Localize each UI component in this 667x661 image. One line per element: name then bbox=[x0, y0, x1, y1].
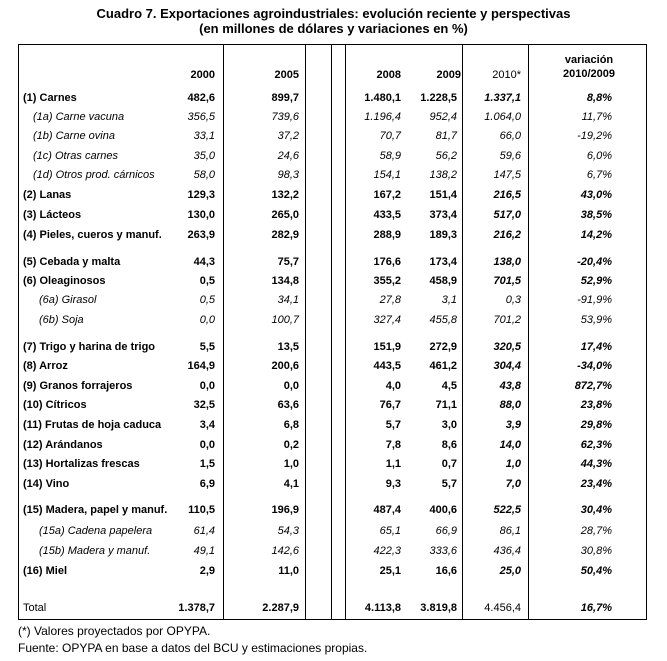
value-cell: 138,2 bbox=[429, 169, 457, 181]
value-cell: 487,4 bbox=[373, 504, 401, 516]
table-row bbox=[19, 206, 646, 225]
value-cell: 65,1 bbox=[379, 525, 401, 537]
value-cell: 27,8 bbox=[379, 294, 401, 306]
value-cell: 66,9 bbox=[435, 525, 457, 537]
table-row bbox=[19, 127, 646, 146]
value-cell: 138,0 bbox=[493, 256, 521, 268]
value-cell: 5,7 bbox=[385, 419, 401, 431]
value-cell: 33,1 bbox=[193, 130, 215, 142]
table-row bbox=[19, 501, 646, 520]
value-cell: 952,4 bbox=[429, 111, 457, 123]
header-year: 2009 bbox=[436, 69, 461, 81]
row-label: (14) Vino bbox=[23, 478, 70, 490]
row-label: (11) Frutas de hoja caduca bbox=[23, 419, 162, 431]
value-cell: 66,0 bbox=[499, 130, 521, 142]
value-cell: 43,8 bbox=[499, 380, 521, 392]
variation-cell: 16,7% bbox=[580, 602, 612, 614]
value-cell: 333,6 bbox=[429, 545, 457, 557]
value-cell: 25,0 bbox=[499, 565, 521, 577]
variation-cell: 8,8% bbox=[586, 92, 612, 104]
table-row bbox=[19, 455, 646, 474]
row-label: (8) Arroz bbox=[23, 360, 68, 372]
value-cell: 422,3 bbox=[373, 545, 401, 557]
value-cell: 200,6 bbox=[271, 360, 299, 372]
value-cell: 3,1 bbox=[441, 294, 457, 306]
table-row bbox=[19, 436, 646, 455]
total-row bbox=[19, 599, 646, 618]
value-cell: 216,2 bbox=[493, 229, 521, 241]
table-row bbox=[19, 253, 646, 272]
value-cell: 522,5 bbox=[493, 504, 521, 516]
row-label: (1c) Otras carnes bbox=[33, 150, 118, 162]
value-cell: 400,6 bbox=[429, 504, 457, 516]
variation-cell: -34,0% bbox=[577, 360, 612, 372]
table-row bbox=[19, 542, 646, 561]
value-cell: 0,0 bbox=[199, 380, 215, 392]
table-row bbox=[19, 108, 646, 127]
variation-cell: 53,9% bbox=[580, 314, 612, 326]
table-row bbox=[19, 338, 646, 357]
header-year: 2000 bbox=[190, 69, 215, 81]
value-cell: 58,0 bbox=[193, 169, 215, 181]
value-cell: 5,5 bbox=[199, 341, 215, 353]
value-cell: 701,2 bbox=[493, 314, 521, 326]
variation-cell: 38,5% bbox=[580, 209, 612, 221]
value-cell: 71,1 bbox=[435, 399, 457, 411]
value-cell: 304,4 bbox=[493, 360, 521, 372]
value-cell: 151,9 bbox=[373, 341, 401, 353]
row-label: (7) Trigo y harina de trigo bbox=[23, 341, 156, 353]
table-row bbox=[19, 147, 646, 166]
variation-cell: 44,3% bbox=[580, 458, 612, 470]
value-cell: 14,0 bbox=[499, 439, 521, 451]
variation-cell: 29,8% bbox=[580, 419, 612, 431]
row-label: Total bbox=[23, 602, 47, 614]
value-cell: 455,8 bbox=[429, 314, 457, 326]
value-cell: 24,6 bbox=[277, 150, 299, 162]
value-cell: 4,1 bbox=[283, 478, 299, 490]
value-cell: 61,4 bbox=[193, 525, 215, 537]
value-cell: 461,2 bbox=[429, 360, 457, 372]
value-cell: 142,6 bbox=[271, 545, 299, 557]
row-label: (2) Lanas bbox=[23, 189, 72, 201]
variation-cell: 43,0% bbox=[580, 189, 612, 201]
value-cell: 59,6 bbox=[499, 150, 521, 162]
variation-cell: 30,8% bbox=[580, 545, 612, 557]
value-cell: 1.378,7 bbox=[178, 602, 215, 614]
footnote-projection: (*) Valores proyectados por OPYPA. bbox=[18, 624, 211, 638]
table-row bbox=[19, 89, 646, 108]
row-label: (16) Miel bbox=[23, 565, 68, 577]
value-cell: 1.064,0 bbox=[484, 111, 521, 123]
variation-cell: 23,4% bbox=[580, 478, 612, 490]
value-cell: 0,2 bbox=[283, 439, 299, 451]
table-title bbox=[0, 6, 667, 36]
row-label: (3) Lácteos bbox=[23, 209, 82, 221]
value-cell: 288,9 bbox=[373, 229, 401, 241]
value-cell: 13,5 bbox=[277, 341, 299, 353]
value-cell: 355,2 bbox=[373, 275, 401, 287]
value-cell: 100,7 bbox=[271, 314, 299, 326]
table-row bbox=[19, 272, 646, 291]
value-cell: 86,1 bbox=[499, 525, 521, 537]
value-cell: 9,3 bbox=[385, 478, 401, 490]
value-cell: 32,5 bbox=[193, 399, 215, 411]
value-cell: 1,0 bbox=[283, 458, 299, 470]
value-cell: 2.287,9 bbox=[262, 602, 299, 614]
value-cell: 3,9 bbox=[505, 419, 521, 431]
value-cell: 129,3 bbox=[187, 189, 215, 201]
variation-cell: 14,2% bbox=[580, 229, 612, 241]
row-label: (12) Arándanos bbox=[23, 439, 103, 451]
value-cell: 132,2 bbox=[271, 189, 299, 201]
row-label: (1a) Carne vacuna bbox=[33, 111, 125, 123]
row-label: (6a) Girasol bbox=[39, 294, 97, 306]
value-cell: 0,0 bbox=[199, 439, 215, 451]
value-cell: 482,6 bbox=[187, 92, 215, 104]
row-label: (6) Oleaginosos bbox=[23, 275, 106, 287]
header-year: 2005 bbox=[274, 69, 299, 81]
variation-header-line-1: variación bbox=[564, 54, 614, 66]
variation-header-line-2: 2010/2009 bbox=[563, 68, 615, 80]
value-cell: 272,9 bbox=[429, 341, 457, 353]
value-cell: 4,0 bbox=[385, 380, 401, 392]
value-cell: 320,5 bbox=[493, 341, 521, 353]
value-cell: 6,9 bbox=[199, 478, 215, 490]
value-cell: 3,4 bbox=[199, 419, 215, 431]
value-cell: 3.819,8 bbox=[420, 602, 457, 614]
value-cell: 34,1 bbox=[277, 294, 299, 306]
variation-cell: 872,7% bbox=[574, 380, 612, 392]
value-cell: 176,6 bbox=[373, 256, 401, 268]
table-row bbox=[19, 291, 646, 310]
value-cell: 265,0 bbox=[271, 209, 299, 221]
table-row bbox=[19, 226, 646, 245]
row-label: (9) Granos forrajeros bbox=[23, 380, 133, 392]
value-cell: 0,3 bbox=[505, 294, 521, 306]
value-cell: 196,9 bbox=[271, 504, 299, 516]
variation-cell: 17,4% bbox=[580, 341, 612, 353]
variation-cell: 28,7% bbox=[580, 525, 612, 537]
row-label: (1b) Carne ovina bbox=[33, 130, 115, 142]
value-cell: 517,0 bbox=[493, 209, 521, 221]
variation-cell: 62,3% bbox=[580, 439, 612, 451]
row-label: (1d) Otros prod. cárnicos bbox=[33, 169, 155, 181]
variation-cell: -20,4% bbox=[577, 256, 612, 268]
value-cell: 0,5 bbox=[199, 294, 215, 306]
value-cell: 75,7 bbox=[277, 256, 299, 268]
value-cell: 164,9 bbox=[187, 360, 215, 372]
row-label: (13) Hortalizas frescas bbox=[23, 458, 140, 470]
variation-cell: 6,7% bbox=[586, 169, 612, 181]
value-cell: 436,4 bbox=[493, 545, 521, 557]
table-row bbox=[19, 377, 646, 396]
table-notes bbox=[18, 623, 367, 657]
table-row bbox=[19, 357, 646, 376]
value-cell: 130,0 bbox=[187, 209, 215, 221]
row-label: (6b) Soja bbox=[39, 314, 84, 326]
value-cell: 25,1 bbox=[379, 565, 401, 577]
table-row bbox=[19, 311, 646, 330]
value-cell: 1.196,4 bbox=[364, 111, 401, 123]
value-cell: 1,1 bbox=[385, 458, 401, 470]
value-cell: 134,8 bbox=[271, 275, 299, 287]
value-cell: 1,0 bbox=[505, 458, 521, 470]
value-cell: 0,0 bbox=[199, 314, 215, 326]
value-cell: 4.456,4 bbox=[484, 602, 521, 614]
value-cell: 35,0 bbox=[193, 150, 215, 162]
variation-cell: 11,7% bbox=[581, 111, 612, 123]
value-cell: 327,4 bbox=[373, 314, 401, 326]
value-cell: 58,9 bbox=[379, 150, 401, 162]
header-row bbox=[19, 66, 646, 85]
table-row bbox=[19, 166, 646, 185]
variation-cell: -91,9% bbox=[577, 294, 612, 306]
variation-cell: 30,4% bbox=[580, 504, 612, 516]
row-label: (4) Pieles, cueros y manuf. bbox=[23, 229, 162, 241]
value-cell: 151,4 bbox=[429, 189, 457, 201]
value-cell: 701,5 bbox=[493, 275, 521, 287]
row-label: (5) Cebada y malta bbox=[23, 256, 121, 268]
value-cell: 1.480,1 bbox=[364, 92, 401, 104]
value-cell: 739,6 bbox=[271, 111, 299, 123]
value-cell: 5,7 bbox=[441, 478, 457, 490]
value-cell: 1.228,5 bbox=[420, 92, 457, 104]
value-cell: 8,6 bbox=[441, 439, 457, 451]
value-cell: 263,9 bbox=[187, 229, 215, 241]
value-cell: 373,4 bbox=[429, 209, 457, 221]
value-cell: 173,4 bbox=[429, 256, 457, 268]
value-cell: 76,7 bbox=[379, 399, 401, 411]
header-year: 2010* bbox=[492, 69, 521, 81]
value-cell: 63,6 bbox=[277, 399, 299, 411]
table-row bbox=[19, 475, 646, 494]
header-year: 2008 bbox=[376, 69, 401, 81]
value-cell: 4,5 bbox=[441, 380, 457, 392]
value-cell: 899,7 bbox=[271, 92, 299, 104]
value-cell: 56,2 bbox=[435, 150, 457, 162]
value-cell: 0,7 bbox=[441, 458, 457, 470]
row-label: (15) Madera, papel y manuf. bbox=[23, 504, 168, 516]
value-cell: 282,9 bbox=[271, 229, 299, 241]
value-cell: 4.113,8 bbox=[364, 602, 401, 614]
value-cell: 11,0 bbox=[278, 565, 299, 577]
table-row bbox=[19, 396, 646, 415]
value-cell: 7,0 bbox=[505, 478, 521, 490]
value-cell: 189,3 bbox=[429, 229, 457, 241]
title-line-1: Cuadro 7. Exportaciones agroindustriales: evolución reciente y perspectivas bbox=[96, 6, 571, 21]
row-label: (1) Carnes bbox=[23, 92, 77, 104]
variation-cell: 50,4% bbox=[580, 565, 612, 577]
value-cell: 16,6 bbox=[435, 565, 457, 577]
value-cell: 44,3 bbox=[193, 256, 215, 268]
value-cell: 433,5 bbox=[373, 209, 401, 221]
variation-cell: -19,2% bbox=[577, 130, 612, 142]
value-cell: 110,5 bbox=[188, 504, 215, 516]
value-cell: 2,9 bbox=[199, 565, 215, 577]
value-cell: 88,0 bbox=[499, 399, 521, 411]
value-cell: 3,0 bbox=[441, 419, 457, 431]
row-label: (10) Cítricos bbox=[23, 399, 87, 411]
value-cell: 356,5 bbox=[187, 111, 215, 123]
variation-cell: 52,9% bbox=[580, 275, 612, 287]
value-cell: 458,9 bbox=[429, 275, 457, 287]
value-cell: 37,2 bbox=[277, 130, 299, 142]
variation-cell: 23,8% bbox=[580, 399, 612, 411]
value-cell: 147,5 bbox=[493, 169, 521, 181]
value-cell: 81,7 bbox=[435, 130, 457, 142]
value-cell: 98,3 bbox=[277, 169, 299, 181]
value-cell: 7,8 bbox=[385, 439, 401, 451]
value-cell: 0,5 bbox=[199, 275, 215, 287]
variation-cell: 6,0% bbox=[586, 150, 612, 162]
title-line-2: (en millones de dólares y variaciones en %) bbox=[199, 21, 468, 36]
table-row bbox=[19, 562, 646, 581]
footnote-source: Fuente: OPYPA en base a datos del BCU y estimaciones propias. bbox=[18, 641, 368, 655]
value-cell: 6,8 bbox=[283, 419, 299, 431]
row-label: (15b) Madera y manuf. bbox=[39, 545, 151, 557]
value-cell: 154,1 bbox=[373, 169, 401, 181]
value-cell: 216,5 bbox=[493, 189, 521, 201]
value-cell: 1.337,1 bbox=[484, 92, 521, 104]
table-row bbox=[19, 522, 646, 541]
value-cell: 443,5 bbox=[373, 360, 401, 372]
row-label: (15a) Cadena papelera bbox=[39, 525, 153, 537]
data-table bbox=[18, 44, 647, 620]
value-cell: 54,3 bbox=[277, 525, 299, 537]
value-cell: 167,2 bbox=[373, 189, 401, 201]
value-cell: 70,7 bbox=[379, 130, 401, 142]
value-cell: 49,1 bbox=[193, 545, 215, 557]
table-row bbox=[19, 416, 646, 435]
value-cell: 0,0 bbox=[283, 380, 299, 392]
value-cell: 1,5 bbox=[199, 458, 215, 470]
table-row bbox=[19, 186, 646, 205]
